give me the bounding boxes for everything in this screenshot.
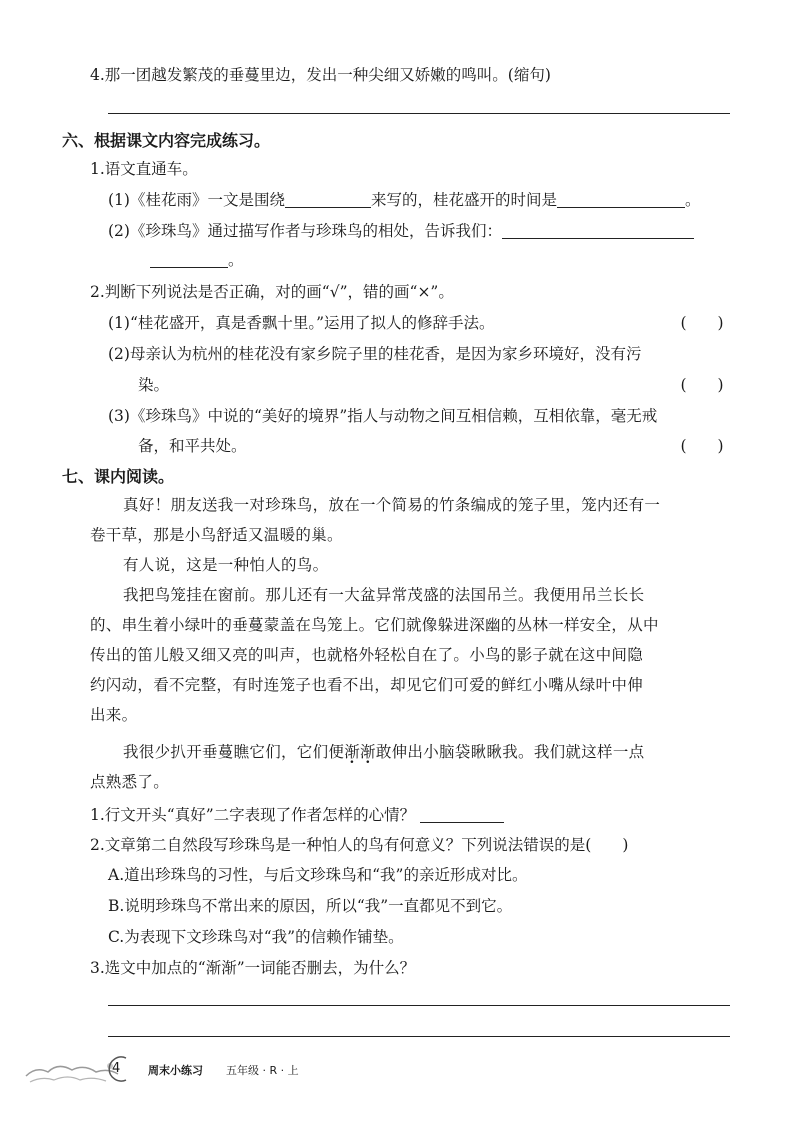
blank-theme[interactable]: [285, 191, 371, 208]
judge-statement-1: (1)“桂花盛开，真是香飘十里。”运用了拟人的修辞手法。: [108, 314, 495, 332]
reading-q2-option-a: A.道出珍珠鸟的习性，与后文珍珠鸟和“我”的亲近形成对比。: [108, 866, 528, 884]
dotted-char-1: 渐: [344, 743, 361, 761]
reading-q2: 2.文章第二自然段写珍珠鸟是一种怕人的鸟有何意义？下列说法错误的是( ): [90, 836, 629, 854]
q1-item1-text-a: (1)《桂花雨》一文是围绕: [108, 191, 285, 209]
judge-answer-1[interactable]: ( ): [680, 314, 724, 332]
reading-q2-option-b: B.说明珍珠鸟不常出来的原因，所以“我”一直都见不到它。: [108, 897, 513, 915]
passage-p4-text-b: 敢伸出小脑袋瞅瞅我。我们就这样一点: [375, 743, 645, 761]
answer-line-2[interactable]: [108, 1036, 730, 1037]
judge-answer-3[interactable]: ( ): [680, 437, 724, 455]
judge-statement-3: (3)《珍珠鸟》中说的“美好的境界”指人与动物之间互相信赖，互相依靠，毫无戒: [108, 407, 658, 425]
blank-lesson[interactable]: [502, 222, 694, 239]
section-six-title: 六、根据课文内容完成练习。: [62, 131, 271, 150]
footer-grade: 五年级 · R · 上: [226, 1064, 299, 1077]
answer-line[interactable]: [108, 113, 730, 114]
q1-item1: [108, 188, 701, 210]
page-number: 4: [112, 1061, 121, 1076]
q2-label: 2.判断下列说法是否正确，对的画“√”，错的画“×”。: [90, 283, 454, 301]
blank-lesson-cont[interactable]: [150, 251, 228, 268]
passage-p1-line2: 卷干草，那是小鸟舒适又温暖的巢。: [90, 526, 343, 544]
judge-statement-3-cont: 备，和平共处。: [138, 437, 247, 455]
passage-p3-line4: 约闪动，看不完整，有时连笼子也看不出，却见它们可爱的鲜红小嘴从绿叶中伸: [90, 676, 644, 694]
blank-mood[interactable]: [420, 806, 504, 823]
q1-item2-end: 。: [228, 251, 244, 269]
q1-item2-cont: [150, 248, 244, 270]
q1-item1-text-b: 来写的，桂花盛开的时间是: [370, 191, 557, 209]
footer-series: 周末小练习: [148, 1064, 203, 1077]
passage-p4-line2: 点熟悉了。: [90, 773, 170, 791]
reading-q1-text: 1.行文开头“真好”二字表现了作者怎样的心情？: [90, 806, 416, 824]
passage-p3-line5: 出来。: [90, 706, 138, 724]
passage-p3-line3: 传出的笛儿般又细又亮的叫声，也就格外轻松自在了。小鸟的影子就在这中间隐: [90, 646, 644, 664]
q1-label: 1.语文直通车。: [90, 160, 198, 178]
blank-bloom-time[interactable]: [557, 191, 685, 208]
passage-p4-text-a: 我很少扒开垂蔓瞧它们，它们便: [123, 743, 345, 761]
judge-statement-2: (2)母亲认为杭州的桂花没有家乡院子里的桂花香，是因为家乡环境好，没有污: [108, 345, 642, 363]
q1-item2: [108, 219, 694, 241]
passage-p1-line1: 真好！朋友送我一对珍珠鸟，放在一个简易的竹条编成的笼子里，笼内还有一: [123, 496, 661, 514]
q1-item2-text: (2)《珍珠鸟》通过描写作者与珍珠鸟的相处，告诉我们：: [108, 222, 502, 240]
shorten-sentence-question: 4.那一团越发繁茂的垂蔓里边，发出一种尖细又娇嫩的鸣叫。(缩句): [90, 66, 551, 84]
passage-p2: 有人说，这是一种怕人的鸟。: [123, 556, 329, 574]
reading-q2-option-c: C.为表现下文珍珠鸟对“我”的信赖作铺垫。: [108, 928, 404, 946]
answer-line-1[interactable]: [108, 1005, 730, 1006]
reading-q1: [90, 803, 504, 825]
judge-statement-2-cont: 染。: [138, 376, 170, 394]
judge-answer-2[interactable]: ( ): [680, 376, 724, 394]
q1-item1-end: 。: [684, 191, 701, 209]
reading-q3: 3.选文中加点的“渐渐”一词能否删去，为什么？: [90, 959, 416, 977]
section-seven-title: 七、课内阅读。: [62, 467, 175, 486]
passage-p3-line1: 我把鸟笼挂在窗前。那儿还有一大盆异常茂盛的法国吊兰。我便用吊兰长长: [123, 586, 645, 604]
dotted-char-2: 渐: [360, 743, 376, 761]
passage-p4-line1: [123, 740, 644, 762]
passage-p3-line2: 的、串生着小绿叶的垂蔓蒙盖在鸟笼上。它们就像躲进深幽的丛林一样安全，从中: [90, 616, 659, 634]
